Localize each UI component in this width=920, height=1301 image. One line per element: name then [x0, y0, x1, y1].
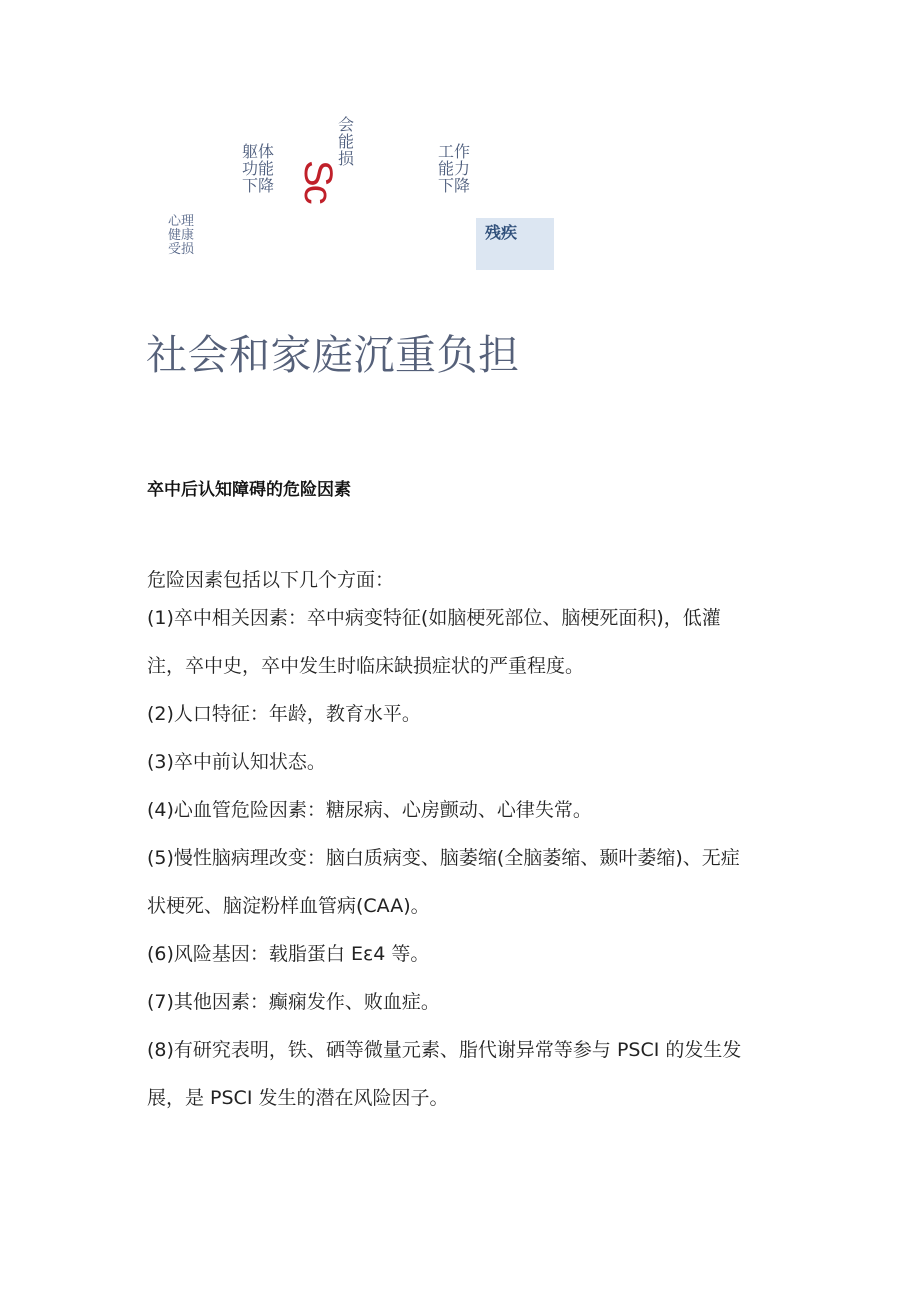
paragraph-line: (2)人口特征：年龄，教育水平。 — [147, 703, 421, 725]
diagram-text-line: 工作 — [438, 142, 471, 161]
diagram-text-line: 能力 — [438, 159, 471, 178]
diagram-disability-label: 残疾 — [485, 223, 518, 242]
diagram-social-label — [338, 116, 354, 167]
diagram-text-line: 躯体 — [242, 142, 275, 161]
burden-heading: 社会和家庭沉重负担 — [146, 331, 520, 379]
diagram-body-function-label — [242, 143, 274, 194]
paragraph-line: (5)慢性脑病理改变：脑白质病变、脑萎缩(全脑萎缩、颞叶萎缩)、无症 — [147, 847, 740, 869]
diagram-text-line: 健康 — [168, 228, 195, 243]
diagram-text-line: 下降 — [438, 176, 471, 195]
section-title: 卒中后认知障碍的危险因素 — [147, 480, 351, 500]
body-text — [147, 568, 787, 1110]
diagram-text-line: 损 — [338, 149, 355, 168]
diagram-text-line: 功能 — [242, 159, 275, 178]
paragraph-line: (1)卒中相关因素：卒中病变特征(如脑梗死部位、脑梗死面积)，低灌 — [147, 607, 721, 629]
paragraph-line: (8)有研究表明，铁、硒等微量元素、脂代谢异常等参与 PSCI 的发生发 — [147, 1039, 742, 1061]
paragraph-line: (6)风险基因：载脂蛋白 Eε4 等。 — [147, 943, 430, 965]
paragraph-line: 注，卒中史，卒中发生时临床缺损症状的严重程度。 — [147, 655, 585, 677]
paragraph-line: (4)心血管危险因素：糖尿病、心房颤动、心律失常。 — [147, 799, 592, 821]
diagram-sc-fragment: Sc — [296, 160, 340, 203]
diagram-work-ability-label — [438, 143, 470, 194]
diagram-text-line: 受损 — [168, 242, 195, 257]
diagram-text-line: 能 — [338, 132, 355, 151]
diagram-text-line: 下降 — [242, 176, 275, 195]
diagram-text-line: 心理 — [168, 214, 195, 229]
diagram-psych-label — [168, 215, 194, 257]
paragraph-line: 危险因素包括以下几个方面： — [147, 569, 395, 591]
diagram-text-line: 会 — [338, 115, 355, 134]
paragraph-line: (7)其他因素：癫痫发作、败血症。 — [147, 991, 440, 1013]
paragraph-line: 状梗死、脑淀粉样血管病(CAA)。 — [147, 895, 430, 917]
diagram-disability-box — [476, 218, 554, 270]
paragraph-line: (3)卒中前认知状态。 — [147, 751, 326, 773]
paragraph-line: 展，是 PSCI 发生的潜在风险因子。 — [147, 1087, 449, 1109]
